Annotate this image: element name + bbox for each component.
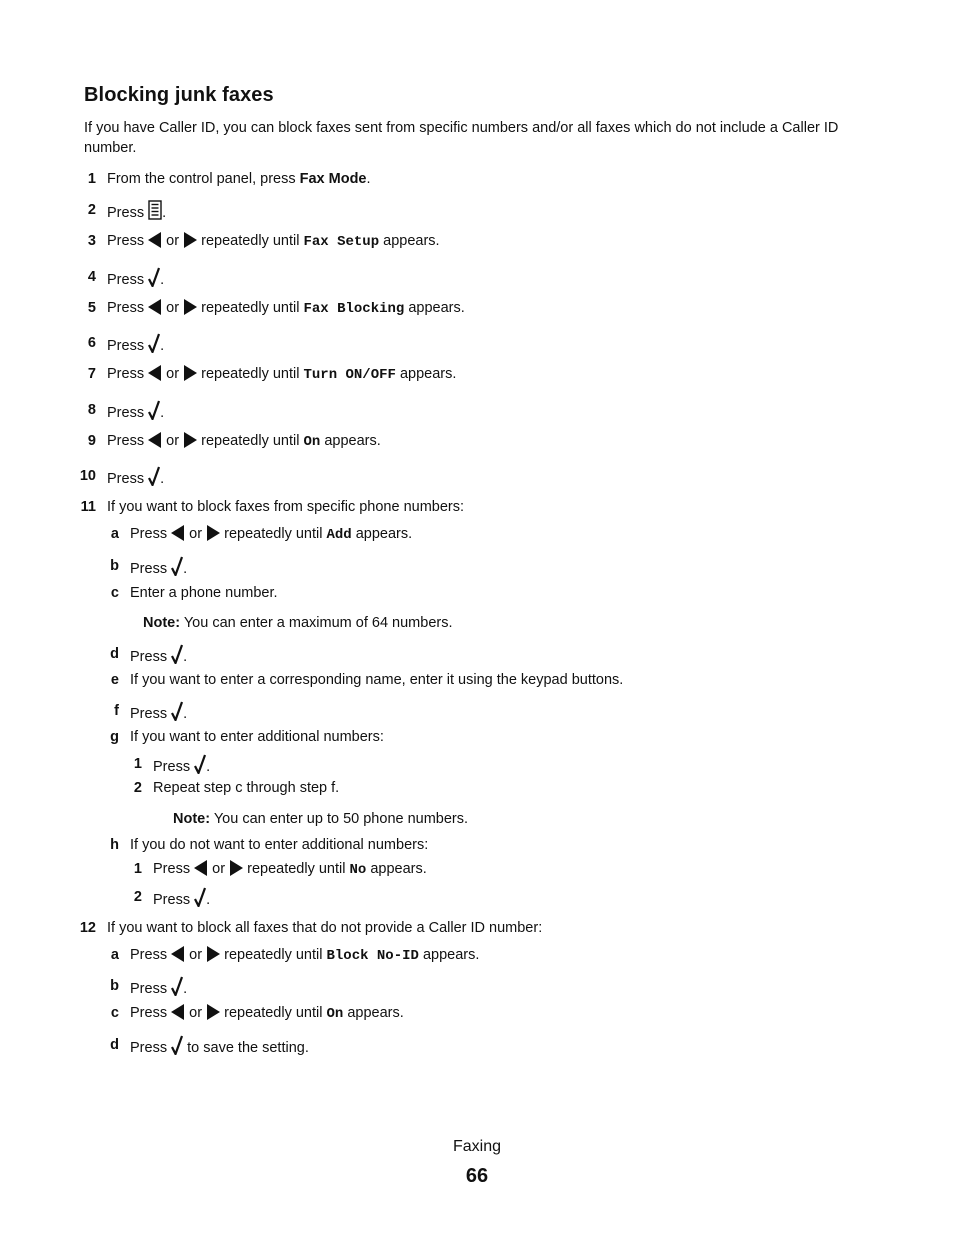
press-word: Press (107, 433, 145, 449)
press-word: Press (153, 759, 191, 775)
appears-word: appears. (324, 433, 381, 449)
right-arrow-icon (183, 365, 197, 387)
period: . (162, 205, 167, 221)
left-arrow-icon (148, 299, 162, 321)
until-words: repeatedly until (247, 861, 346, 877)
section-title: Blocking junk faxes (84, 84, 274, 106)
step-number: 1 (87, 171, 96, 187)
period: . (183, 561, 188, 577)
right-arrow-icon (183, 432, 197, 454)
substep-number: 1 (133, 756, 142, 772)
left-arrow-icon (194, 860, 208, 882)
press-word: Press (130, 561, 168, 577)
display-text: On (303, 434, 321, 450)
step-text: to save the setting. (183, 1040, 309, 1056)
note-max-phone-numbers (173, 809, 468, 829)
substep-letter: c (110, 585, 119, 601)
step-text: Repeat step c through step f. (153, 780, 340, 796)
step-text: If you want to block faxes from specific phone numbers: (107, 499, 465, 515)
substep-letter: b (110, 558, 119, 574)
press-word: Press (130, 1005, 168, 1021)
appears-word: appears. (370, 861, 427, 877)
left-arrow-icon (148, 432, 162, 454)
press-word: Press (153, 892, 191, 908)
note-label: Note: (173, 811, 211, 827)
period: . (206, 892, 211, 908)
substep-letter: f (114, 703, 119, 719)
left-arrow-icon (171, 525, 185, 547)
step-text: Enter a phone number. (130, 585, 278, 601)
select-checkmark-icon (171, 701, 183, 727)
display-text: Fax Blocking (303, 301, 405, 317)
select-checkmark-icon (148, 466, 160, 492)
appears-word: appears. (408, 300, 465, 316)
or-word: or (166, 433, 180, 449)
substep-letter: d (110, 1037, 119, 1053)
step-text: If you want to enter additional numbers: (130, 729, 384, 745)
appears-word: appears. (422, 947, 480, 963)
step-number: 12 (79, 920, 96, 936)
footer-section-name: Faxing (452, 1138, 502, 1155)
press-word: Press (107, 471, 145, 487)
step-text: If you want to block all faxes that do not provide a Caller ID number: (107, 920, 543, 936)
step-text: If you want to enter a corresponding name, enter it using the keypad buttons. (130, 672, 624, 688)
left-arrow-icon (148, 232, 162, 254)
until-words: repeatedly until (224, 1005, 323, 1021)
period: . (206, 759, 211, 775)
press-word: Press (107, 405, 145, 421)
substep-number: 2 (133, 889, 142, 905)
press-word: Press (107, 300, 145, 316)
note-label: Note: (143, 615, 181, 631)
fax-mode-button-label: Fax Mode (299, 171, 367, 187)
left-arrow-icon (148, 365, 162, 387)
or-word: or (189, 526, 203, 542)
appears-word: appears. (347, 1005, 404, 1021)
substep-letter: a (110, 526, 119, 542)
or-word: or (166, 233, 180, 249)
select-checkmark-icon (148, 400, 160, 426)
substep-letter: c (110, 1005, 119, 1021)
press-word: Press (130, 947, 168, 963)
until-words: repeatedly until (201, 233, 300, 249)
display-text: Block No-ID (326, 948, 419, 964)
period: . (160, 405, 165, 421)
press-word: Press (107, 272, 145, 288)
step-number: 7 (87, 366, 96, 382)
display-text: On (326, 1006, 344, 1022)
press-word: Press (130, 649, 168, 665)
substep-number: 2 (133, 780, 142, 796)
period: . (160, 471, 165, 487)
select-checkmark-icon (194, 754, 206, 780)
display-text: Turn ON/OFF (303, 367, 396, 383)
period: . (183, 649, 188, 665)
select-checkmark-icon (194, 887, 206, 913)
press-word: Press (130, 981, 168, 997)
substep-number: 1 (133, 861, 142, 877)
right-arrow-icon (206, 946, 220, 968)
step-number: 6 (87, 335, 96, 351)
step-number: 5 (87, 300, 96, 316)
until-words: repeatedly until (201, 366, 300, 382)
display-text: No (349, 862, 367, 878)
press-word: Press (153, 861, 191, 877)
step-text: From the control panel, press (107, 171, 300, 187)
press-word: Press (107, 233, 145, 249)
right-arrow-icon (183, 299, 197, 321)
press-word: Press (107, 205, 145, 221)
left-arrow-icon (171, 946, 185, 968)
step-number: 10 (79, 468, 96, 484)
step-number: 11 (80, 499, 96, 515)
period: . (183, 981, 188, 997)
until-words: repeatedly until (224, 526, 323, 542)
press-word: Press (107, 366, 145, 382)
period: . (160, 272, 165, 288)
substep-letter: h (110, 837, 119, 853)
intro-paragraph: If you have Caller ID, you can block faxes sent from specific numbers and/or all faxes which do not include a Caller ID number. (84, 120, 839, 156)
substep-letter: d (110, 646, 119, 662)
appears-word: appears. (355, 526, 413, 542)
step-number: 2 (87, 202, 96, 218)
step-number: 3 (87, 233, 96, 249)
step-number: 9 (87, 433, 96, 449)
period: . (160, 338, 165, 354)
right-arrow-icon (206, 1004, 220, 1026)
substep-letter: a (110, 947, 119, 963)
note-max-numbers (143, 613, 453, 633)
press-word: Press (130, 526, 168, 542)
select-checkmark-icon (171, 976, 183, 1002)
substep-letter: b (110, 978, 119, 994)
select-checkmark-icon (171, 1035, 183, 1061)
appears-word: appears. (383, 233, 440, 249)
or-word: or (212, 861, 226, 877)
or-word: or (189, 1005, 203, 1021)
press-word: Press (130, 1040, 168, 1056)
right-arrow-icon (229, 860, 243, 882)
note-text: You can enter up to 50 phone numbers. (210, 811, 469, 827)
right-arrow-icon (206, 525, 220, 547)
display-text: Add (326, 527, 352, 543)
right-arrow-icon (183, 232, 197, 254)
or-word: or (189, 947, 203, 963)
press-word: Press (107, 338, 145, 354)
select-checkmark-icon (171, 644, 183, 670)
until-words: repeatedly until (201, 300, 300, 316)
select-checkmark-icon (148, 333, 160, 359)
select-checkmark-icon (148, 267, 160, 293)
page-number: 66 (465, 1165, 489, 1187)
appears-word: appears. (399, 366, 457, 382)
menu-button-icon (148, 200, 162, 226)
note-text: You can enter a maximum of 64 numbers. (180, 615, 453, 631)
step-number: 8 (87, 402, 96, 418)
select-checkmark-icon (171, 556, 183, 582)
substep-letter: g (110, 729, 119, 745)
substep-letter: e (110, 672, 119, 688)
or-word: or (166, 366, 180, 382)
display-text: Fax Setup (303, 234, 380, 250)
until-words: repeatedly until (224, 947, 323, 963)
period: . (366, 171, 371, 187)
or-word: or (166, 300, 180, 316)
left-arrow-icon (171, 1004, 185, 1026)
period: . (183, 706, 188, 722)
step-number: 4 (87, 269, 96, 285)
step-text: If you do not want to enter additional numbers: (130, 837, 429, 853)
until-words: repeatedly until (201, 433, 300, 449)
press-word: Press (130, 706, 168, 722)
